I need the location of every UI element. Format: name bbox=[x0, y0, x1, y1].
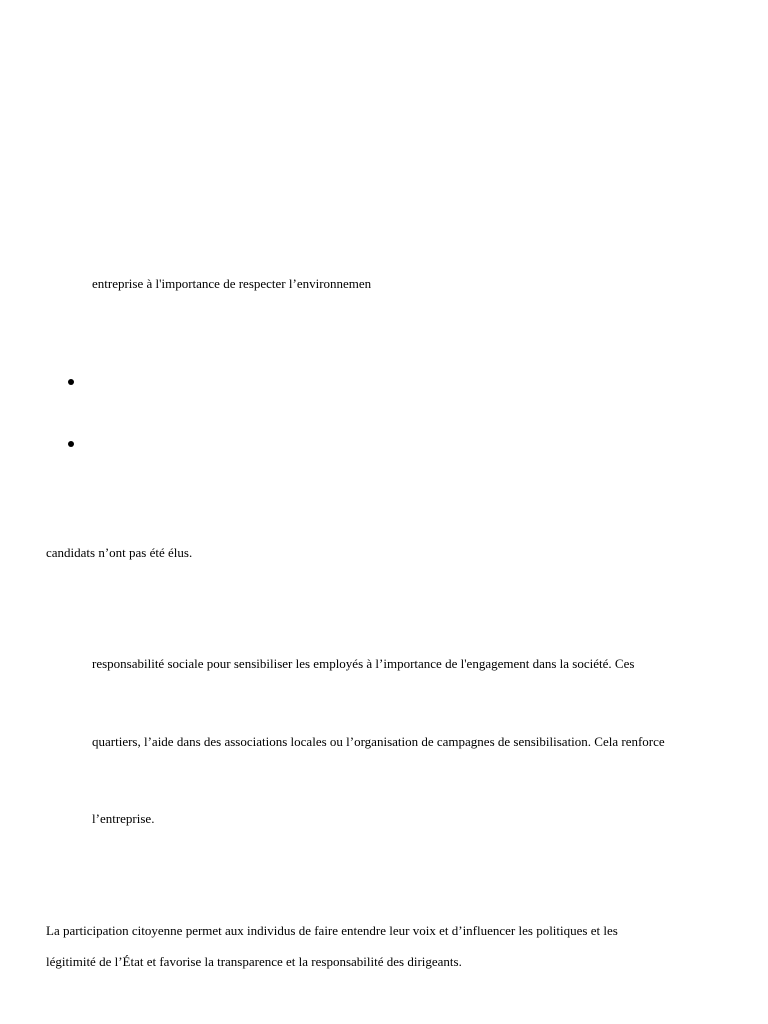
paragraph-line: responsabilité sociale pour sensibiliser les employés à l’importance de l'engagement dans la société. Ces bbox=[92, 656, 635, 671]
paragraph-line: légitimité de l’État et favorise la transparence et la responsabilité des dirigeants. bbox=[46, 954, 462, 969]
paragraph-line: quartiers, l’aide dans des associations locales ou l’organisation de campagnes de sensibilisation. Cela renforce bbox=[92, 734, 665, 749]
text-fragment-candidates: candidats n’ont pas été élus. bbox=[46, 545, 193, 560]
text-fragment-environment: entreprise à l'importance de respecter l’environnemen bbox=[92, 276, 372, 291]
paragraph-line: l’entreprise. bbox=[92, 811, 155, 826]
bullet-point bbox=[68, 441, 74, 447]
paragraph-line: La participation citoyenne permet aux individus de faire entendre leur voix et d’influencer les politiques et les bbox=[46, 923, 618, 938]
bullet-point bbox=[68, 379, 74, 385]
